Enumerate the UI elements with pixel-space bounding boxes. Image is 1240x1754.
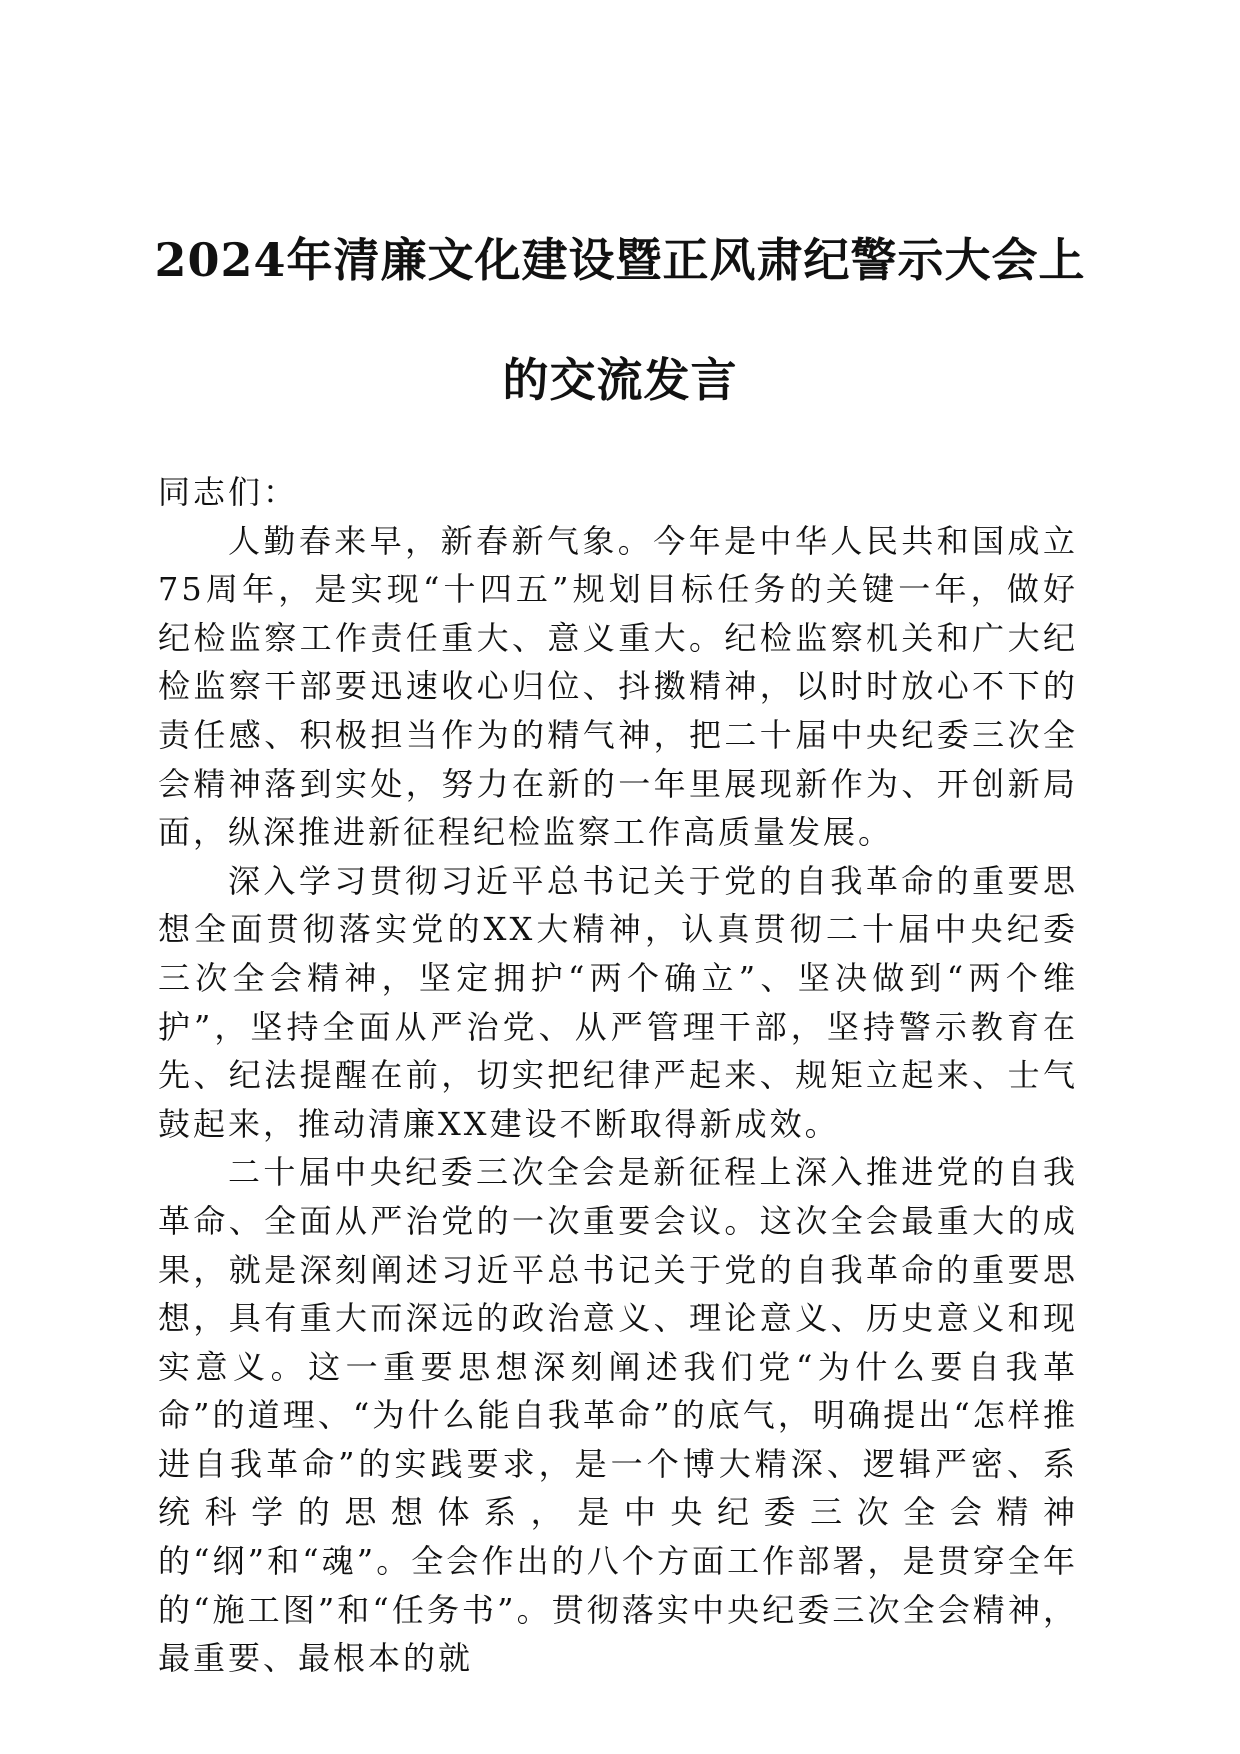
document-title-line-2: 的交流发言	[502, 353, 738, 407]
paragraph-3: 二十届中央纪委三次全会是新征程上深入推进党的自我革命、全面从严治党的一次重要会议。这次全会最重大的成果，就是深刻阐述习近平总书记关于党的自我革命的重要思想，具有重大而深远的政治意义、理论意义、历史意义和现实意义。这一重要思想深刻阐述我们党“为什么要自我革命”的道理、“为什么能自我革命”的底气，明确提出“怎样推进自我革命”的实践要求，是一个博大精深、逻辑严密、系统科学的思想体系，是中央纪委三次全会精神的“纲”和“魂”。全会作出的八个方面工作部署，是贯穿全年的“施工图”和“任务书”。贯彻落实中央纪委三次全会精神，最重要、最根本的就	[158, 1153, 1078, 1678]
salutation: 同志们：	[158, 473, 299, 511]
document-body	[158, 468, 1078, 1683]
paragraph-1: 人勤春来早，新春新气象。今年是中华人民共和国成立75周年，是实现“十四五”规划目标任务的关键一年，做好纪检监察工作责任重大、意义重大。纪检监察机关和广大纪检监察干部要迅速收心归位、抖擞精神，以时时放心不下的责任感、积极担当作为的精气神，把二十届中央纪委三次全会精神落到实处，努力在新的一年里展现新作为、开创新局面，纵深推进新征程纪检监察工作高质量发展。	[158, 521, 1078, 852]
paragraph-2: 深入学习贯彻习近平总书记关于党的自我革命的重要思想全面贯彻落实党的XX大精神，认真贯彻二十届中央纪委三次全会精神，坚定拥护“两个确立”、坚决做到“两个维护”，坚持全面从严治党、从严管理干部，坚持警示教育在先、纪法提醒在前，切实把纪律严起来、规矩立起来、士气鼓起来，推动清廉XX建设不断取得新成效。	[158, 861, 1078, 1143]
document-title-line-1: 2024年清廉文化建设暨正风肃纪警示大会上	[154, 233, 1086, 287]
